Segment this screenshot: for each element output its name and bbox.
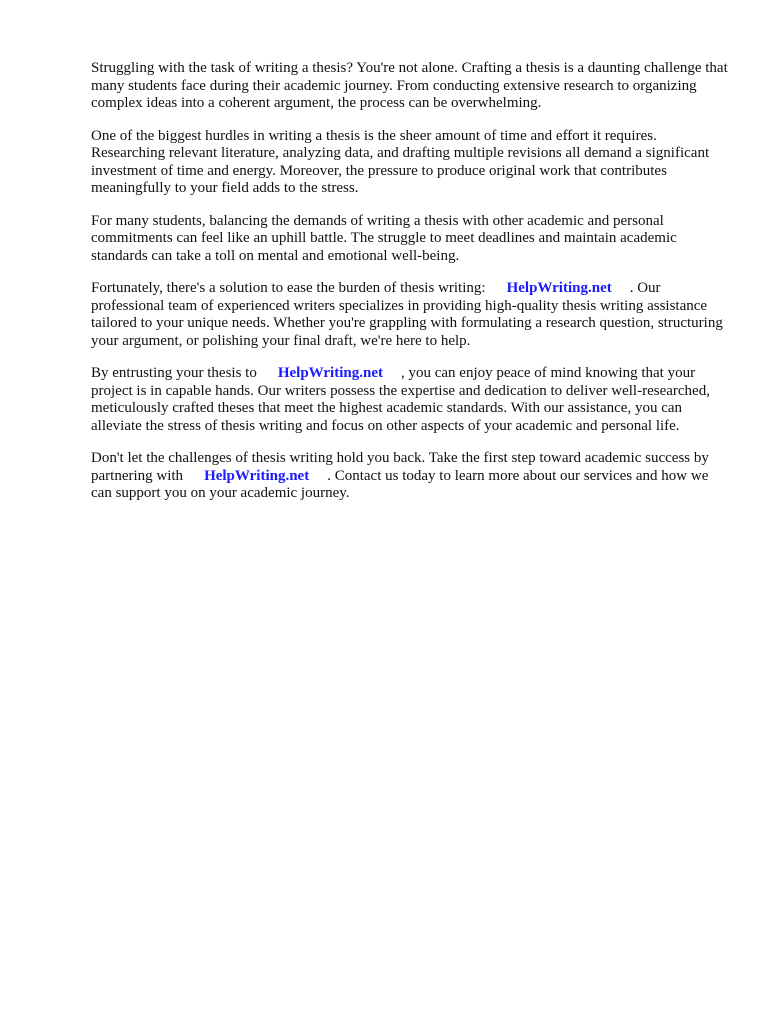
paragraph-entrusting-text-before: By entrusting your thesis to	[91, 365, 257, 381]
paragraph-entrusting	[91, 365, 731, 435]
paragraph-intro: Struggling with the task of writing a thesis? You're not alone. Crafting a thesis is a daunting challenge that many students face during their academic journey. From conducting extensive research to organizing complex ideas into a coherent argument, the process can be overwhelming.	[91, 60, 728, 111]
paragraph-solution-text-before: Fortunately, there's a solution to ease the burden of thesis writing:	[91, 280, 486, 296]
helpwriting-link[interactable]: HelpWriting.net	[204, 467, 310, 484]
paragraph-call-to-action	[91, 450, 731, 503]
paragraph-solution-text-after: . Our professional team of experienced writers specializes in providing high-quality thesis writing assistance tailored to your unique needs. Whether you're grappling with formulating a research question, structuring your argument, or polishing your final draft, we're here to help.	[91, 280, 723, 349]
paragraph-solution	[91, 280, 731, 350]
paragraph-cta-text-after: . Contact us today to learn more about our services and how we can support you on your academic journey.	[91, 467, 709, 501]
paragraph-balancing: For many students, balancing the demands of writing a thesis with other academic and personal commitments can feel like an uphill battle. The struggle to meet deadlines and maintain academic standards can take a toll on mental and emotional well-being.	[91, 212, 677, 264]
paragraph-cta-text-before: Don't let the challenges of thesis writing hold you back. Take the first step toward academic success by partnering with	[91, 450, 709, 484]
document-body	[91, 60, 731, 518]
helpwriting-link[interactable]: HelpWriting.net	[277, 365, 383, 381]
paragraph-entrusting-text-after: , you can enjoy peace of mind knowing that your project is in capable hands. Our writers possess the expertise and dedication to deliver well-researched, meticulously crafted theses that meet the highest academic standards. With our assistance, you can alleviate the stress of thesis writing and focus on other aspects of your academic and personal life.	[91, 365, 710, 434]
paragraph-hurdles: One of the biggest hurdles in writing a thesis is the sheer amount of time and effort it requires. Researching relevant literature, analyzing data, and drafting multiple revisions all demand a significant investment of time and energy. Moreover, the pressure to produce original work that contributes meaningfully to your field adds to the stress.	[91, 127, 710, 196]
helpwriting-link[interactable]: HelpWriting.net	[506, 280, 612, 296]
